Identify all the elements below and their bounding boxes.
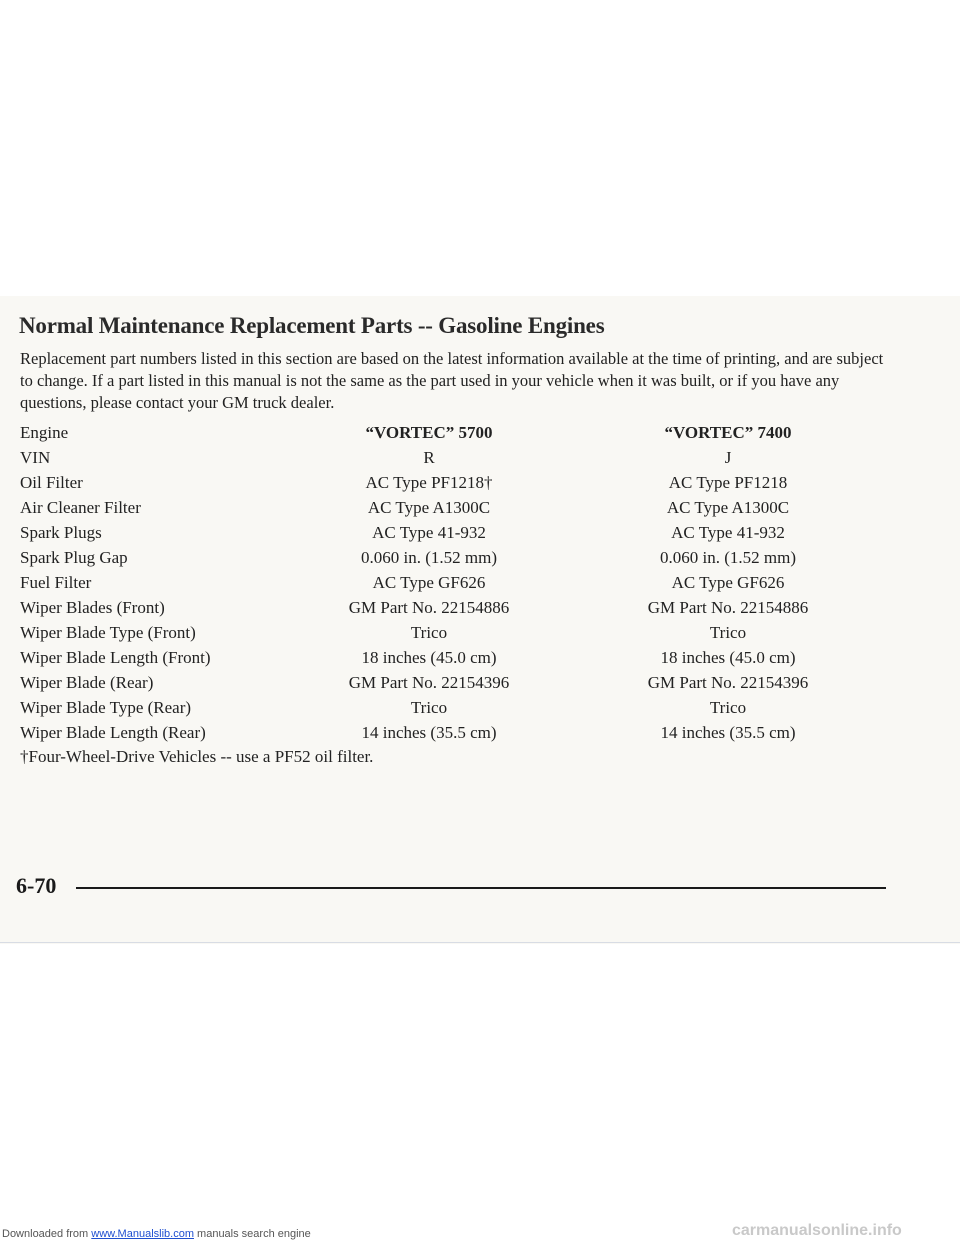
intro-paragraph: Replacement part numbers listed in this section are based on the latest information available at the time of printing, and are subject to change. If a part listed in this manual is not the same as the part used in your vehicle when it was built, or if you have any questions, please contact your GM truck dealer. — [20, 349, 884, 412]
vortec-5700-value: Trico — [410, 698, 448, 717]
vortec-5700-value: AC Type 41-932 — [372, 523, 486, 542]
table-row — [20, 720, 837, 745]
manualslib-link[interactable]: www.Manualslib.com — [91, 1228, 194, 1240]
column-gap — [538, 570, 619, 595]
column-gap — [538, 695, 619, 720]
table-row — [20, 670, 837, 695]
vortec-7400-value: GM Part No. 22154396 — [647, 673, 809, 692]
watermark-suffix: manuals search engine — [193, 1228, 311, 1240]
row-label: VIN — [20, 448, 51, 467]
vortec-5700-value: 0.060 in. (1.52 mm) — [361, 548, 497, 567]
bottom-divider — [0, 942, 960, 943]
column-gap — [538, 545, 619, 570]
vortec-7400-value: 14 inches (35.5 cm) — [660, 723, 796, 742]
parts-table — [20, 420, 837, 745]
vortec-5700-value: Trico — [410, 623, 448, 642]
table-row — [20, 595, 837, 620]
vortec-5700-value: R — [423, 448, 435, 467]
table-row — [20, 445, 837, 470]
header-vortec-7400: “VORTEC” 7400 — [664, 423, 792, 442]
table-row — [20, 470, 837, 495]
column-gap — [538, 470, 619, 495]
carmanuals-watermark: carmanualsonline.info — [732, 1222, 902, 1239]
page-rule-divider — [76, 887, 886, 889]
vortec-7400-value: J — [724, 448, 732, 467]
footnote: †Four-Wheel-Drive Vehicles -- use a PF52 oil filter. — [20, 747, 374, 766]
table-row — [20, 545, 837, 570]
watermark-prefix: Downloaded from — [2, 1228, 92, 1240]
row-label: Fuel Filter — [20, 573, 92, 592]
page-number: 6-70 — [16, 873, 57, 898]
download-watermark — [2, 1228, 311, 1240]
row-label: Spark Plug Gap — [20, 548, 128, 567]
vortec-5700-value: AC Type PF1218† — [365, 473, 493, 492]
header-vortec-5700: “VORTEC” 5700 — [365, 423, 493, 442]
column-gap — [538, 595, 619, 620]
vortec-7400-value: AC Type A1300C — [666, 498, 790, 517]
column-gap — [538, 420, 619, 445]
manual-page — [0, 296, 960, 944]
table-body — [20, 445, 837, 745]
vortec-7400-value: AC Type 41-932 — [671, 523, 785, 542]
table-row — [20, 495, 837, 520]
row-label: Wiper Blade Type (Front) — [20, 623, 196, 642]
vortec-7400-value: Trico — [709, 698, 747, 717]
row-label: Air Cleaner Filter — [20, 498, 141, 517]
column-gap — [538, 620, 619, 645]
column-gap — [538, 495, 619, 520]
column-gap — [538, 645, 619, 670]
row-label: Oil Filter — [20, 473, 83, 492]
vortec-5700-value: AC Type GF626 — [372, 573, 486, 592]
header-engine-label: Engine — [20, 423, 69, 442]
vortec-5700-value: AC Type A1300C — [367, 498, 491, 517]
row-label: Wiper Blade Length (Front) — [20, 648, 211, 667]
vortec-5700-value: 14 inches (35.5 cm) — [361, 723, 497, 742]
column-gap — [538, 445, 619, 470]
vortec-5700-value: 18 inches (45.0 cm) — [361, 648, 497, 667]
vortec-7400-value: AC Type PF1218 — [668, 473, 788, 492]
column-gap — [538, 520, 619, 545]
vortec-5700-value: GM Part No. 22154886 — [348, 598, 510, 617]
vortec-7400-value: GM Part No. 22154886 — [647, 598, 809, 617]
page-title: Normal Maintenance Replacement Parts -- Gasoline Engines — [19, 313, 605, 338]
vortec-7400-value: 0.060 in. (1.52 mm) — [660, 548, 796, 567]
column-gap — [538, 670, 619, 695]
row-label: Wiper Blades (Front) — [20, 598, 165, 617]
vortec-5700-value: GM Part No. 22154396 — [348, 673, 510, 692]
table-row — [20, 570, 837, 595]
vortec-7400-value: AC Type GF626 — [671, 573, 785, 592]
vortec-7400-value: 18 inches (45.0 cm) — [660, 648, 796, 667]
table-row — [20, 620, 837, 645]
table-row — [20, 695, 837, 720]
table-row — [20, 520, 837, 545]
column-gap — [538, 720, 619, 745]
row-label: Wiper Blade Length (Rear) — [20, 723, 206, 742]
row-label: Wiper Blade Type (Rear) — [20, 698, 192, 717]
row-label: Wiper Blade (Rear) — [20, 673, 154, 692]
table-header-row — [20, 420, 837, 445]
vortec-7400-value: Trico — [709, 623, 747, 642]
row-label: Spark Plugs — [20, 523, 102, 542]
table-row — [20, 645, 837, 670]
